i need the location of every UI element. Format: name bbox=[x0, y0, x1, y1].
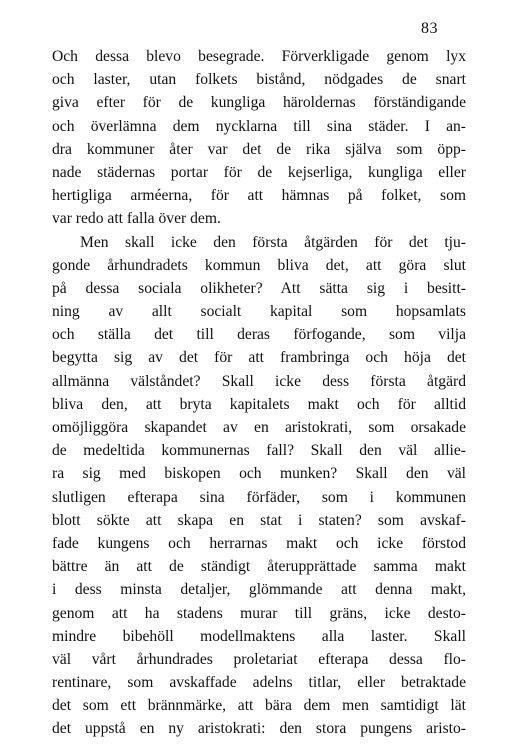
text-line: och överlämna dem nycklarna till sina städer. I an- bbox=[52, 117, 466, 135]
text-line: det uppstå en ny aristokrati: den stora pungens aristo- bbox=[52, 720, 466, 738]
text-line: begytta sig av det för att frambringa och höja det bbox=[52, 349, 466, 367]
text-line: omöjliggöra skapandet av en aristokrati, som orsakade bbox=[52, 419, 466, 436]
text-line: på dessa sociala olikheter? Att sätta sig i besitt- bbox=[52, 279, 466, 297]
text-line: bättre än att de ständigt återupprättade samma makt bbox=[52, 558, 466, 576]
text-line: nade städernas portar för de kejserliga, kungliga eller bbox=[52, 163, 466, 181]
paragraph-first-line: Men skall icke den första åtgärden för det tju- bbox=[80, 233, 466, 251]
text-line: allmänna välståndet? Skall icke dess första åtgärd bbox=[52, 372, 466, 390]
text-line: mindre bibehöll modellmaktens alla laster. Skall bbox=[52, 627, 466, 645]
text-line: och laster, utan folkets bistånd, nödgades de snart bbox=[52, 71, 466, 89]
text-line: väl vårt århundrades proletariat efterapa dessa flo- bbox=[52, 650, 466, 668]
text-line: i dess minsta detaljer, glömmande att denna makt, bbox=[52, 581, 466, 599]
text-line: dra kommuner åter var det de rika själva som öpp- bbox=[52, 140, 466, 158]
text-line: genom att ha stadens murar till gräns, icke desto- bbox=[52, 604, 466, 622]
text-line: slutligen efterapa sina förfäder, som i kommunen bbox=[52, 488, 466, 506]
text-line: blott sökte att skapa en stat i staten? som avskaf- bbox=[52, 511, 466, 529]
body-text bbox=[52, 45, 466, 741]
text-line: fade kungens och herrarnas makt och icke förstod bbox=[52, 534, 466, 552]
text-line: rentinare, som avskaffade adelns titlar, eller betraktade bbox=[52, 674, 466, 692]
paragraph-last-line: var redo att falla över dem. bbox=[52, 210, 221, 228]
text-line: ning av allt socialt kapital som hopsamlats bbox=[52, 303, 466, 321]
text-line: bliva den, att bryta kapitalets makt och för alltid bbox=[52, 395, 466, 413]
text-line: och ställa det till deras förfogande, som vilja bbox=[52, 326, 466, 344]
text-line: ra sig med biskopen och munken? Skall den väl bbox=[52, 465, 466, 483]
text-line: gonde århundradets kommun bliva det, att göra slut bbox=[52, 256, 466, 274]
text-line: Och dessa blevo besegrade. Förverkligade genom lyx bbox=[52, 48, 466, 65]
text-line: de medeltida kommunernas fall? Skall den väl allie- bbox=[52, 442, 466, 460]
page-number: 83 bbox=[421, 20, 438, 37]
text-line: hertigliga arméerna, för att hämnas på folket, som bbox=[52, 187, 466, 205]
text-line: det som ett brännmärke, att bära dem men samtidigt lät bbox=[52, 697, 466, 715]
text-line: giva efter för de kungliga häroldernas förständigande bbox=[52, 94, 466, 112]
